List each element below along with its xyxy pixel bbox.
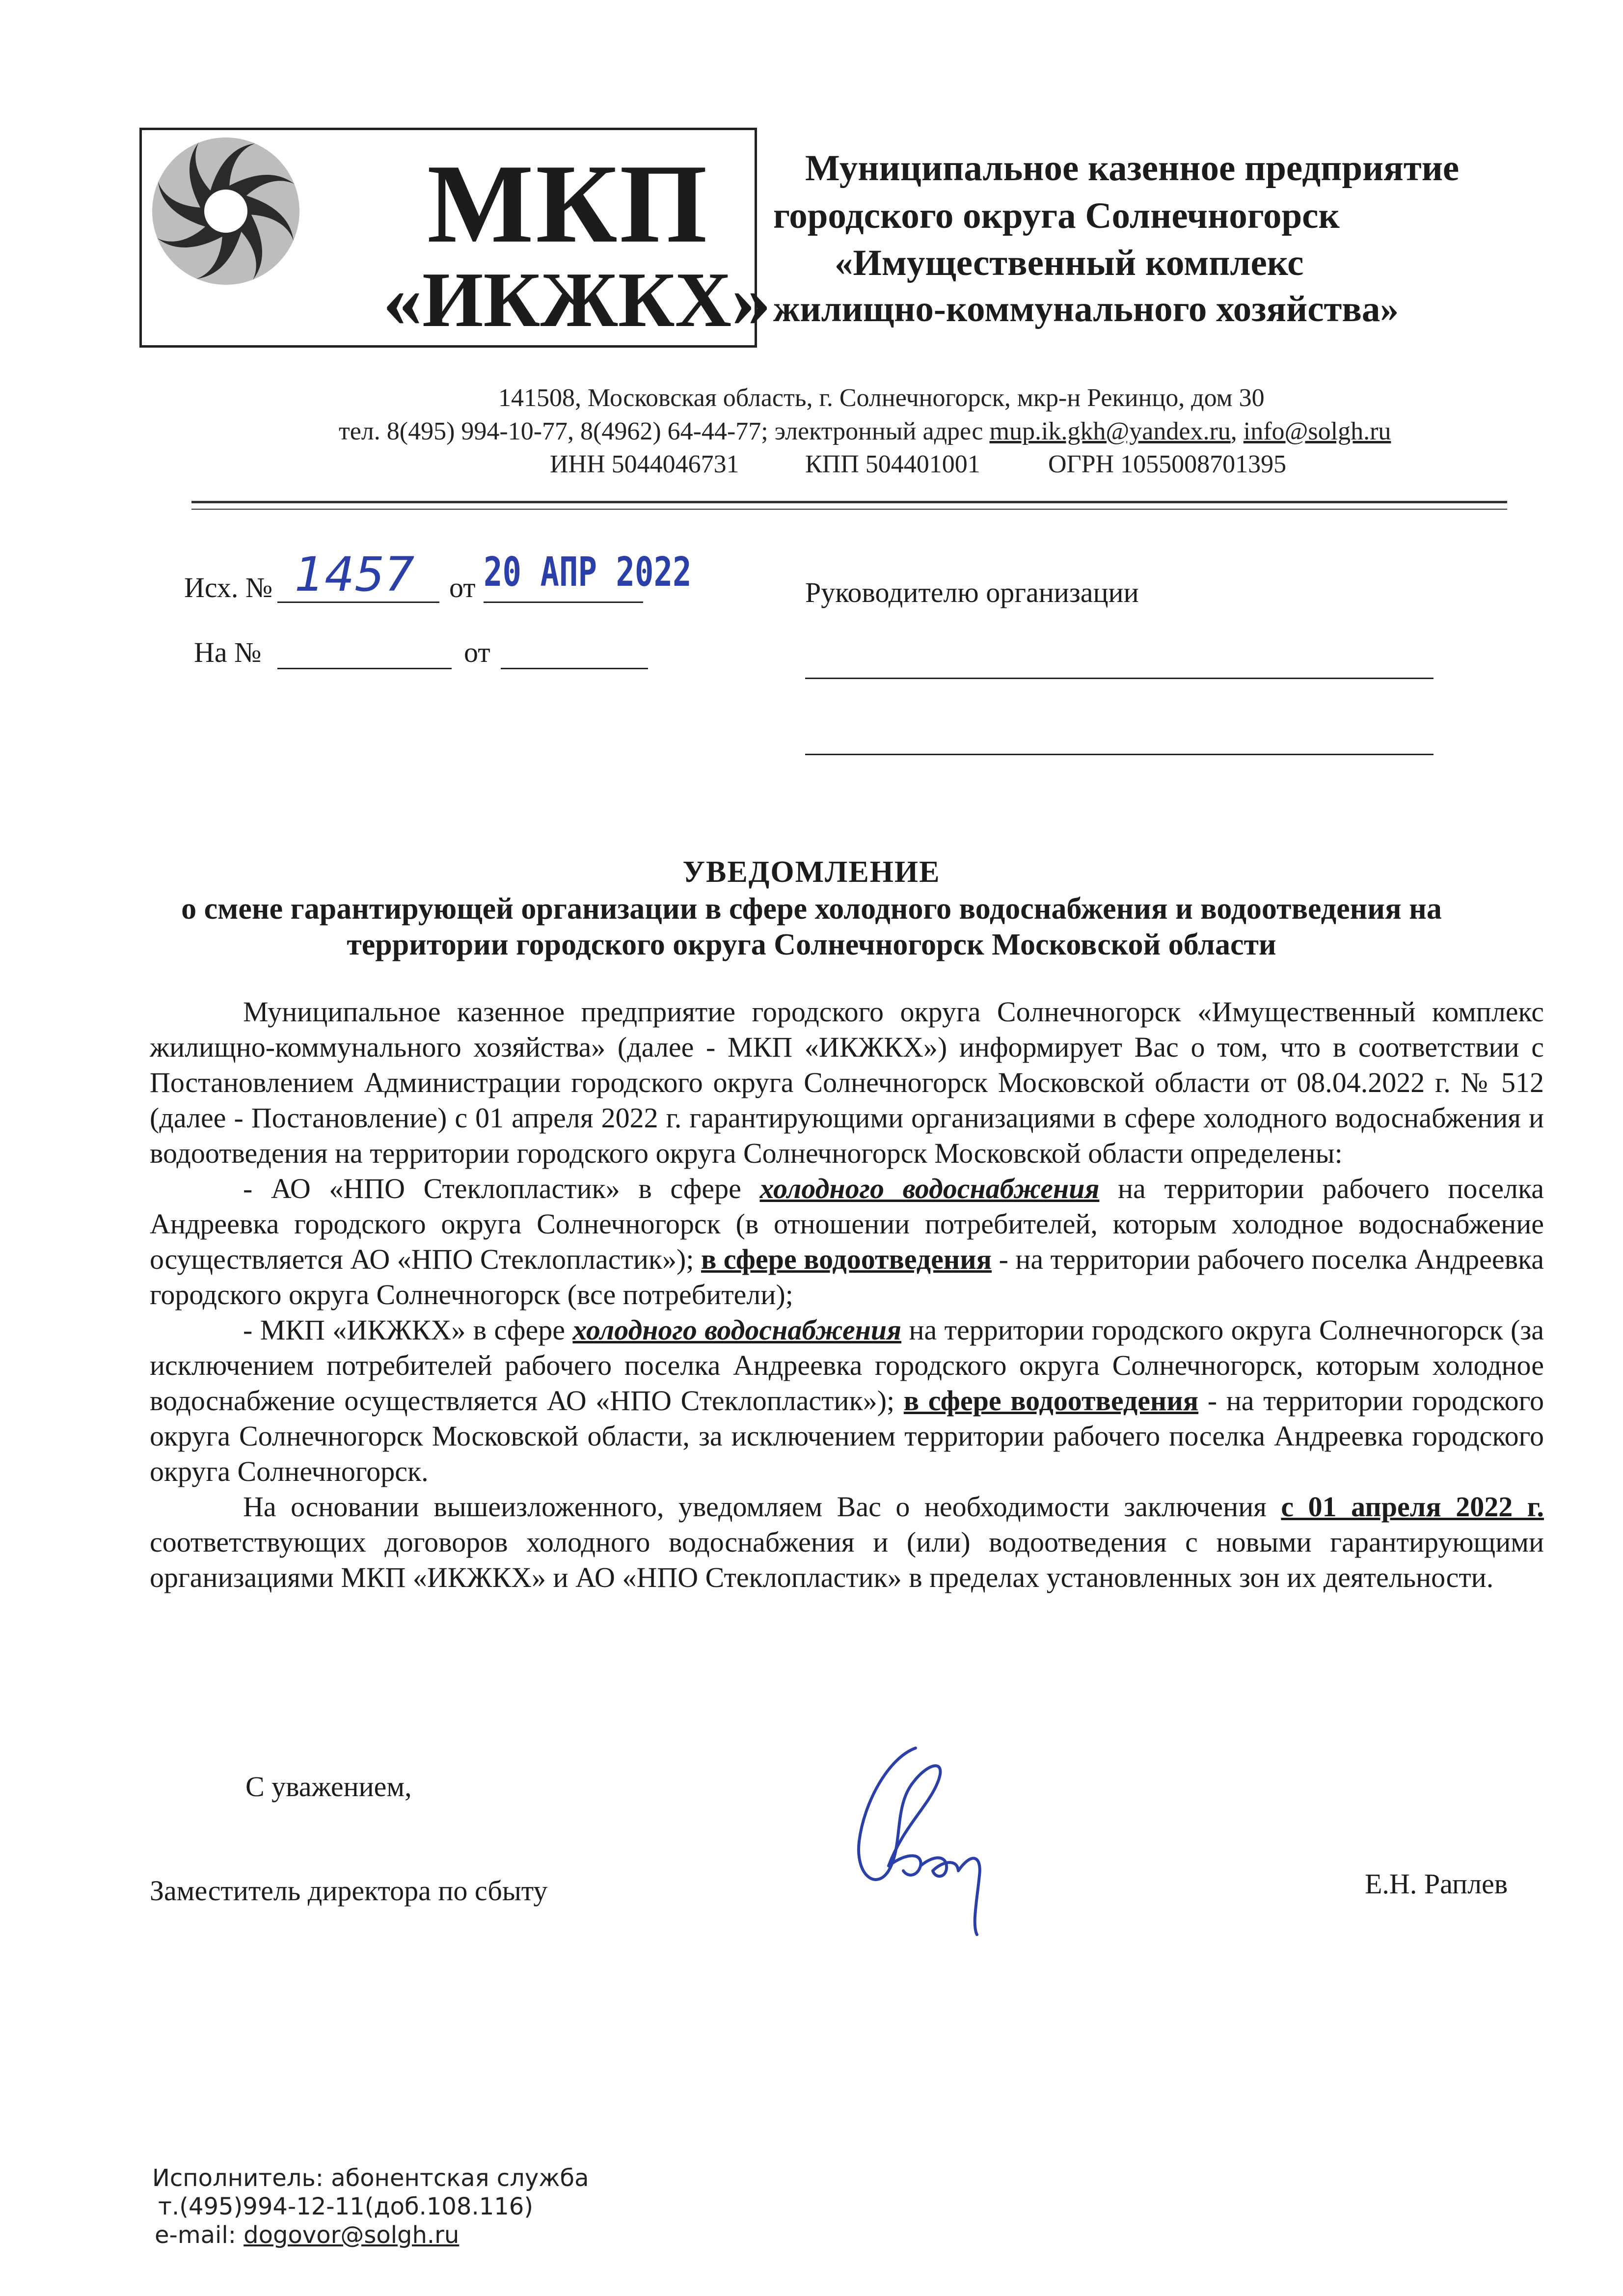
- inn: ИНН 5044046731: [550, 450, 739, 478]
- notice-subtitle-line-2: территории городского округа Солнечногорск Московской области: [347, 928, 1276, 961]
- addressee-blank-1: [805, 678, 1434, 679]
- date-stamp: 20 АПР 2022: [484, 549, 692, 596]
- signer-position: Заместитель директора по сбыту: [150, 1875, 548, 1907]
- emphasis-wastewater: в сфере водоотведения: [701, 1243, 992, 1275]
- email-link-1[interactable]: mup.ik.gkh@yandex.ru: [989, 417, 1231, 445]
- regards: С уважением,: [245, 1771, 412, 1803]
- phones: тел. 8(495) 994-10-77, 8(4962) 64-44-77; электронный адрес: [339, 417, 983, 445]
- reply-date-label: от: [464, 636, 490, 668]
- emphasis-cold-water: холодного водоснабжения: [759, 1173, 1100, 1204]
- body-paragraph-ao-npo: - АО «НПО Стеклопластик» в сфере холодного водоснабжения на территории рабочего поселка Андреевка городского округа Солнечногорск (в отношении потребителей, которым холодное водоснабжение осуществляется АО «НПО Стеклопластик»); в сфере водоотведения - на территории рабочего поселка Андреевка городского округа Солнечногорск (все потребители);: [150, 1173, 1544, 1311]
- notice-body: [150, 994, 1544, 1595]
- notice-subtitle-line-1: о смене гарантирующей организации в сфере холодного водоснабжения и водоотведения на: [181, 892, 1442, 926]
- executor-email-line: [155, 2223, 459, 2247]
- contacts-line: [339, 419, 1391, 444]
- org-name-line-1: Муниципальное казенное предприятие: [805, 148, 1460, 189]
- ogrn: ОГРН 1055008701395: [1048, 450, 1287, 478]
- emphasis-start-date: с 01 апреля 2022 г.: [1281, 1491, 1544, 1523]
- signer-name: Е.Н. Раплев: [1365, 1868, 1508, 1900]
- reply-date-line: [501, 668, 648, 669]
- addressee-blank-2: [805, 754, 1434, 755]
- outgoing-number: 1457: [295, 547, 415, 602]
- executor-phone: т.(495)994-12-11(доб.108.116): [158, 2193, 534, 2220]
- org-name-line-3: «Имущественный комплекс: [835, 243, 1304, 283]
- kpp: КПП 504401001: [805, 450, 980, 478]
- body-paragraph-intro: Муниципальное казенное предприятие городского округа Солнечногорск «Имущественный комплекс жилищно-коммунального хозяйства» (далее - МКП «ИКЖКХ») информирует Вас о том, что в соответствии с Постановлением Администрации городского округа Солнечногорск Московской области от 08.04.2022 г. № 512 (далее - Постановление) с 01 апреля 2022 г. гарантирующими организациями в сфере холодного водоснабжения и водоотведения на территории городского округа Солнечногорск Московской области определены:: [150, 996, 1544, 1169]
- aperture-logo-icon: [147, 133, 304, 290]
- email-link-2[interactable]: info@solgh.ru: [1243, 417, 1391, 445]
- outgoing-date-line: [484, 601, 643, 603]
- email-separator: ,: [1230, 417, 1237, 445]
- emphasis-cold-water: холодного водоснабжения: [572, 1314, 902, 1346]
- executor: Исполнитель: абонентская служба: [152, 2164, 589, 2192]
- executor-email-link[interactable]: dogovor@solgh.ru: [243, 2221, 460, 2249]
- body-paragraph-mkp: - МКП «ИКЖКХ» в сфере холодного водоснабжения на территории городского округа Солнечногорск (за исключением потребителей рабочего поселка Андреевка городского округа Солнечногорск, которым холодное водоснабжение осуществляется АО «НПО Стеклопластик»); в сфере водоотведения - на территории городского округа Солнечногорск Московской области, за исключением территории рабочего поселка Андреевка городского округа Солнечногорск.: [150, 1314, 1544, 1487]
- email-label: e-mail:: [155, 2221, 236, 2249]
- logo-short-name: «ИКЖКХ»: [383, 256, 771, 343]
- outgoing-date-label: от: [449, 572, 476, 603]
- logo-abbreviation: МКП: [427, 141, 709, 266]
- org-name-line-4: жилищно-коммунального хозяйства»: [773, 289, 1399, 329]
- emphasis-wastewater: в сфере водоотведения: [903, 1385, 1199, 1417]
- address: 141508, Московская область, г. Солнечногорск, мкр-н Рекинцо, дом 30: [498, 384, 1265, 412]
- body-paragraph-conclusion: На основании вышеизложенного, уведомляем Вас о необходимости заключения с 01 апреля 2022 г. соответствующих договоров холодного водоснабжения и (или) водоотведения с новыми гарантирующими организациями МКП «ИКЖКХ» и АО «НПО Стеклопластик» в пределах установленных зон их деятельности.: [150, 1491, 1544, 1593]
- reply-number-line: [277, 668, 452, 669]
- letterhead-rule-thin: [191, 509, 1507, 510]
- handwritten-signature: [830, 1728, 1036, 1944]
- outgoing-number-label: Исх. №: [184, 572, 273, 603]
- notice-heading: УВЕДОМЛЕНИЕ: [682, 855, 941, 889]
- org-name-line-2: городского округа Солнечногорск: [773, 195, 1340, 236]
- addressee-line: Руководителю организации: [805, 576, 1139, 608]
- reply-number-label: На №: [194, 636, 262, 668]
- letterhead-rule-thick: [191, 501, 1507, 503]
